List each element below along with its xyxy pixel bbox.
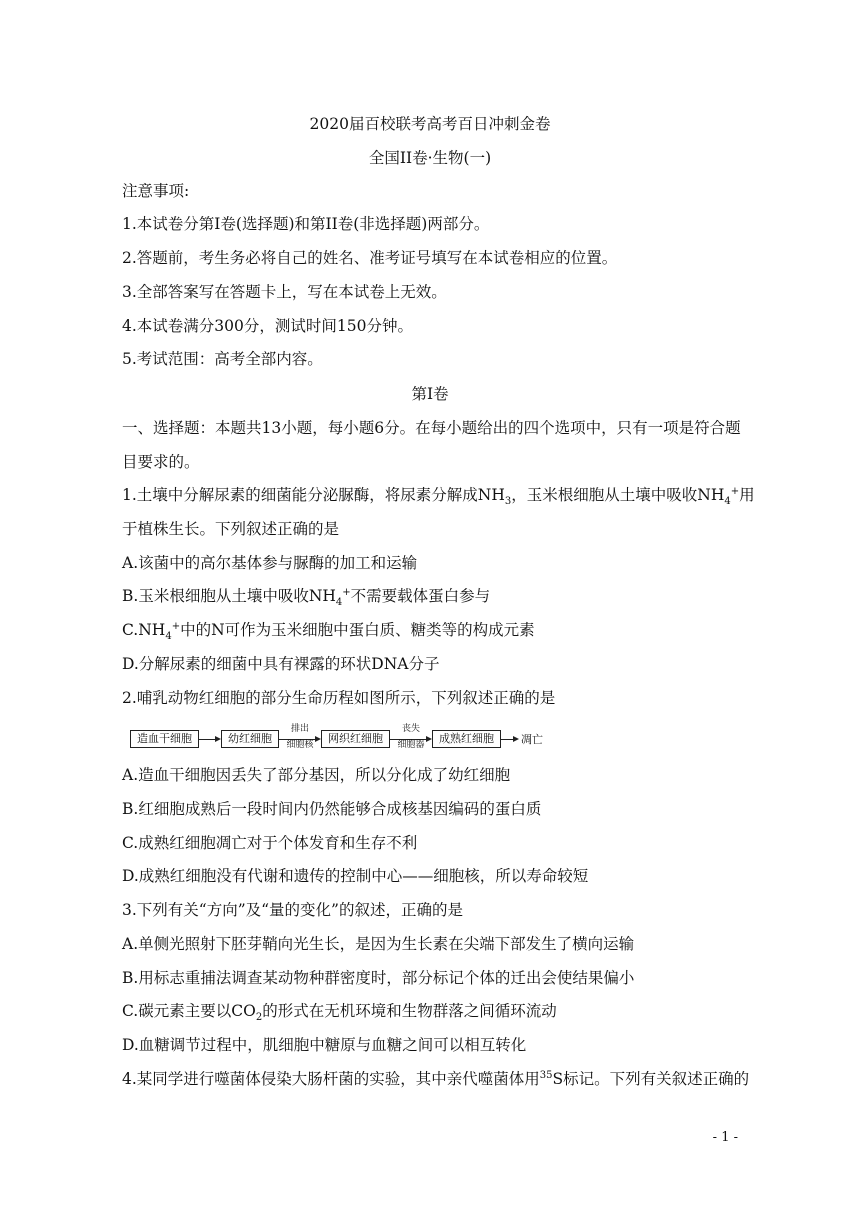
diagram-arrow-label: 细胞核 [286,740,314,750]
exam-title: 2020届百校联考高考百日冲刺金卷 [309,115,551,133]
question-3-stem: 3.下列有关“方向”及“量的变化”的叙述，正确的是 [122,901,463,919]
diagram-arrow [199,736,221,742]
question-4-stem: 4.某同学进行噬菌体侵染大肠杆菌的实验，其中亲代噬菌体用$^{35}$S标记。下列有关叙述正确的 [122,1069,750,1088]
diagram-box: 成熟红细胞 [432,730,501,748]
question-1-option-d: D.分解尿素的细菌中具有裸露的环状DNA分子 [122,655,440,673]
diagram-arrow [501,736,519,742]
diagram-box: 网织红细胞 [321,730,390,748]
cell-lifecycle-diagram [130,724,543,751]
question-1-stem-cont: 于植株生长。下列叙述正确的是 [122,520,340,538]
question-1-option-b: B.玉米根细胞从土壤中吸收$NH_4^+$不需要载体蛋白参与 [122,586,491,609]
diagram-arrow [390,724,432,750]
question-1-option-a: A.该菌中的高尔基体参与脲酶的加工和运输 [122,554,418,572]
question-3-option-a: A.单侧光照射下胚芽鞘向光生长，是因为生长素在尖端下部发生了横向运输 [122,935,635,953]
note-item: 4.本试卷满分300分，测试时间150分钟。 [122,317,413,335]
question-3-option-c: C.碳元素主要以$CO_2$的形式在无机环境和生物群落之间循环流动 [122,1002,557,1024]
question-2-stem: 2.哺乳动物红细胞的部分生命历程如图所示，下列叙述正确的是 [122,689,556,707]
note-item: 2.答题前，考生务必将自己的姓名、准考证号填写在本试卷相应的位置。 [122,249,618,267]
section-intro: 一、选择题：本题共13小题，每小题6分。在每小题给出的四个选项中，只有一项是符合题 [122,419,741,437]
question-2-option-b: B.红细胞成熟后一段时间内仍然能够合成核基因编码的蛋白质 [122,800,542,818]
diagram-arrow-label: 细胞器 [397,740,425,750]
note-item: 3.全部答案写在答题卡上，写在本试卷上无效。 [122,283,447,301]
diagram-arrow [279,724,321,750]
diagram-box: 幼红细胞 [221,730,279,748]
exam-subtitle: 全国II卷·生物(一) [368,149,492,167]
page-number: - 1 - [712,1130,738,1145]
question-2-option-a: A.造血干细胞因丢失了部分基因，所以分化成了幼红细胞 [122,766,511,784]
question-1-stem: 1.土壤中分解尿素的细菌能分泌脲酶，将尿素分解成$NH_3$，玉米根细胞从土壤中吸收$NH_4^+$用 [122,485,755,508]
question-2-option-c: C.成熟红细胞凋亡对于个体发育和生存不利 [122,834,418,852]
diagram-arrow-label: 排出 [290,724,310,734]
question-3-option-d: D.血糖调节过程中，肌细胞中糖原与血糖之间可以相互转化 [122,1036,527,1054]
section-intro: 目要求的。 [122,453,200,471]
diagram-box: 造血干细胞 [130,730,199,748]
question-2-option-d: D.成熟红细胞没有代谢和遗传的控制中心——细胞核，所以寿命较短 [122,867,589,885]
note-item: 1.本试卷分第I卷(选择题)和第II卷(非选择题)两部分。 [122,215,490,233]
diagram-arrow-label: 丧失 [401,724,421,734]
question-1-option-c: $C.NH_4^+$中的N可作为玉米细胞中蛋白质、糖类等的构成元素 [122,620,535,643]
question-3-option-b: B.用标志重捕法调查某动物种群密度时，部分标记个体的迁出会使结果偏小 [122,969,635,987]
section-title: 第I卷 [411,385,449,403]
note-item: 5.考试范围：高考全部内容。 [122,350,323,368]
notes-heading: 注意事项: [122,182,190,200]
diagram-end-label: 凋亡 [521,733,543,746]
